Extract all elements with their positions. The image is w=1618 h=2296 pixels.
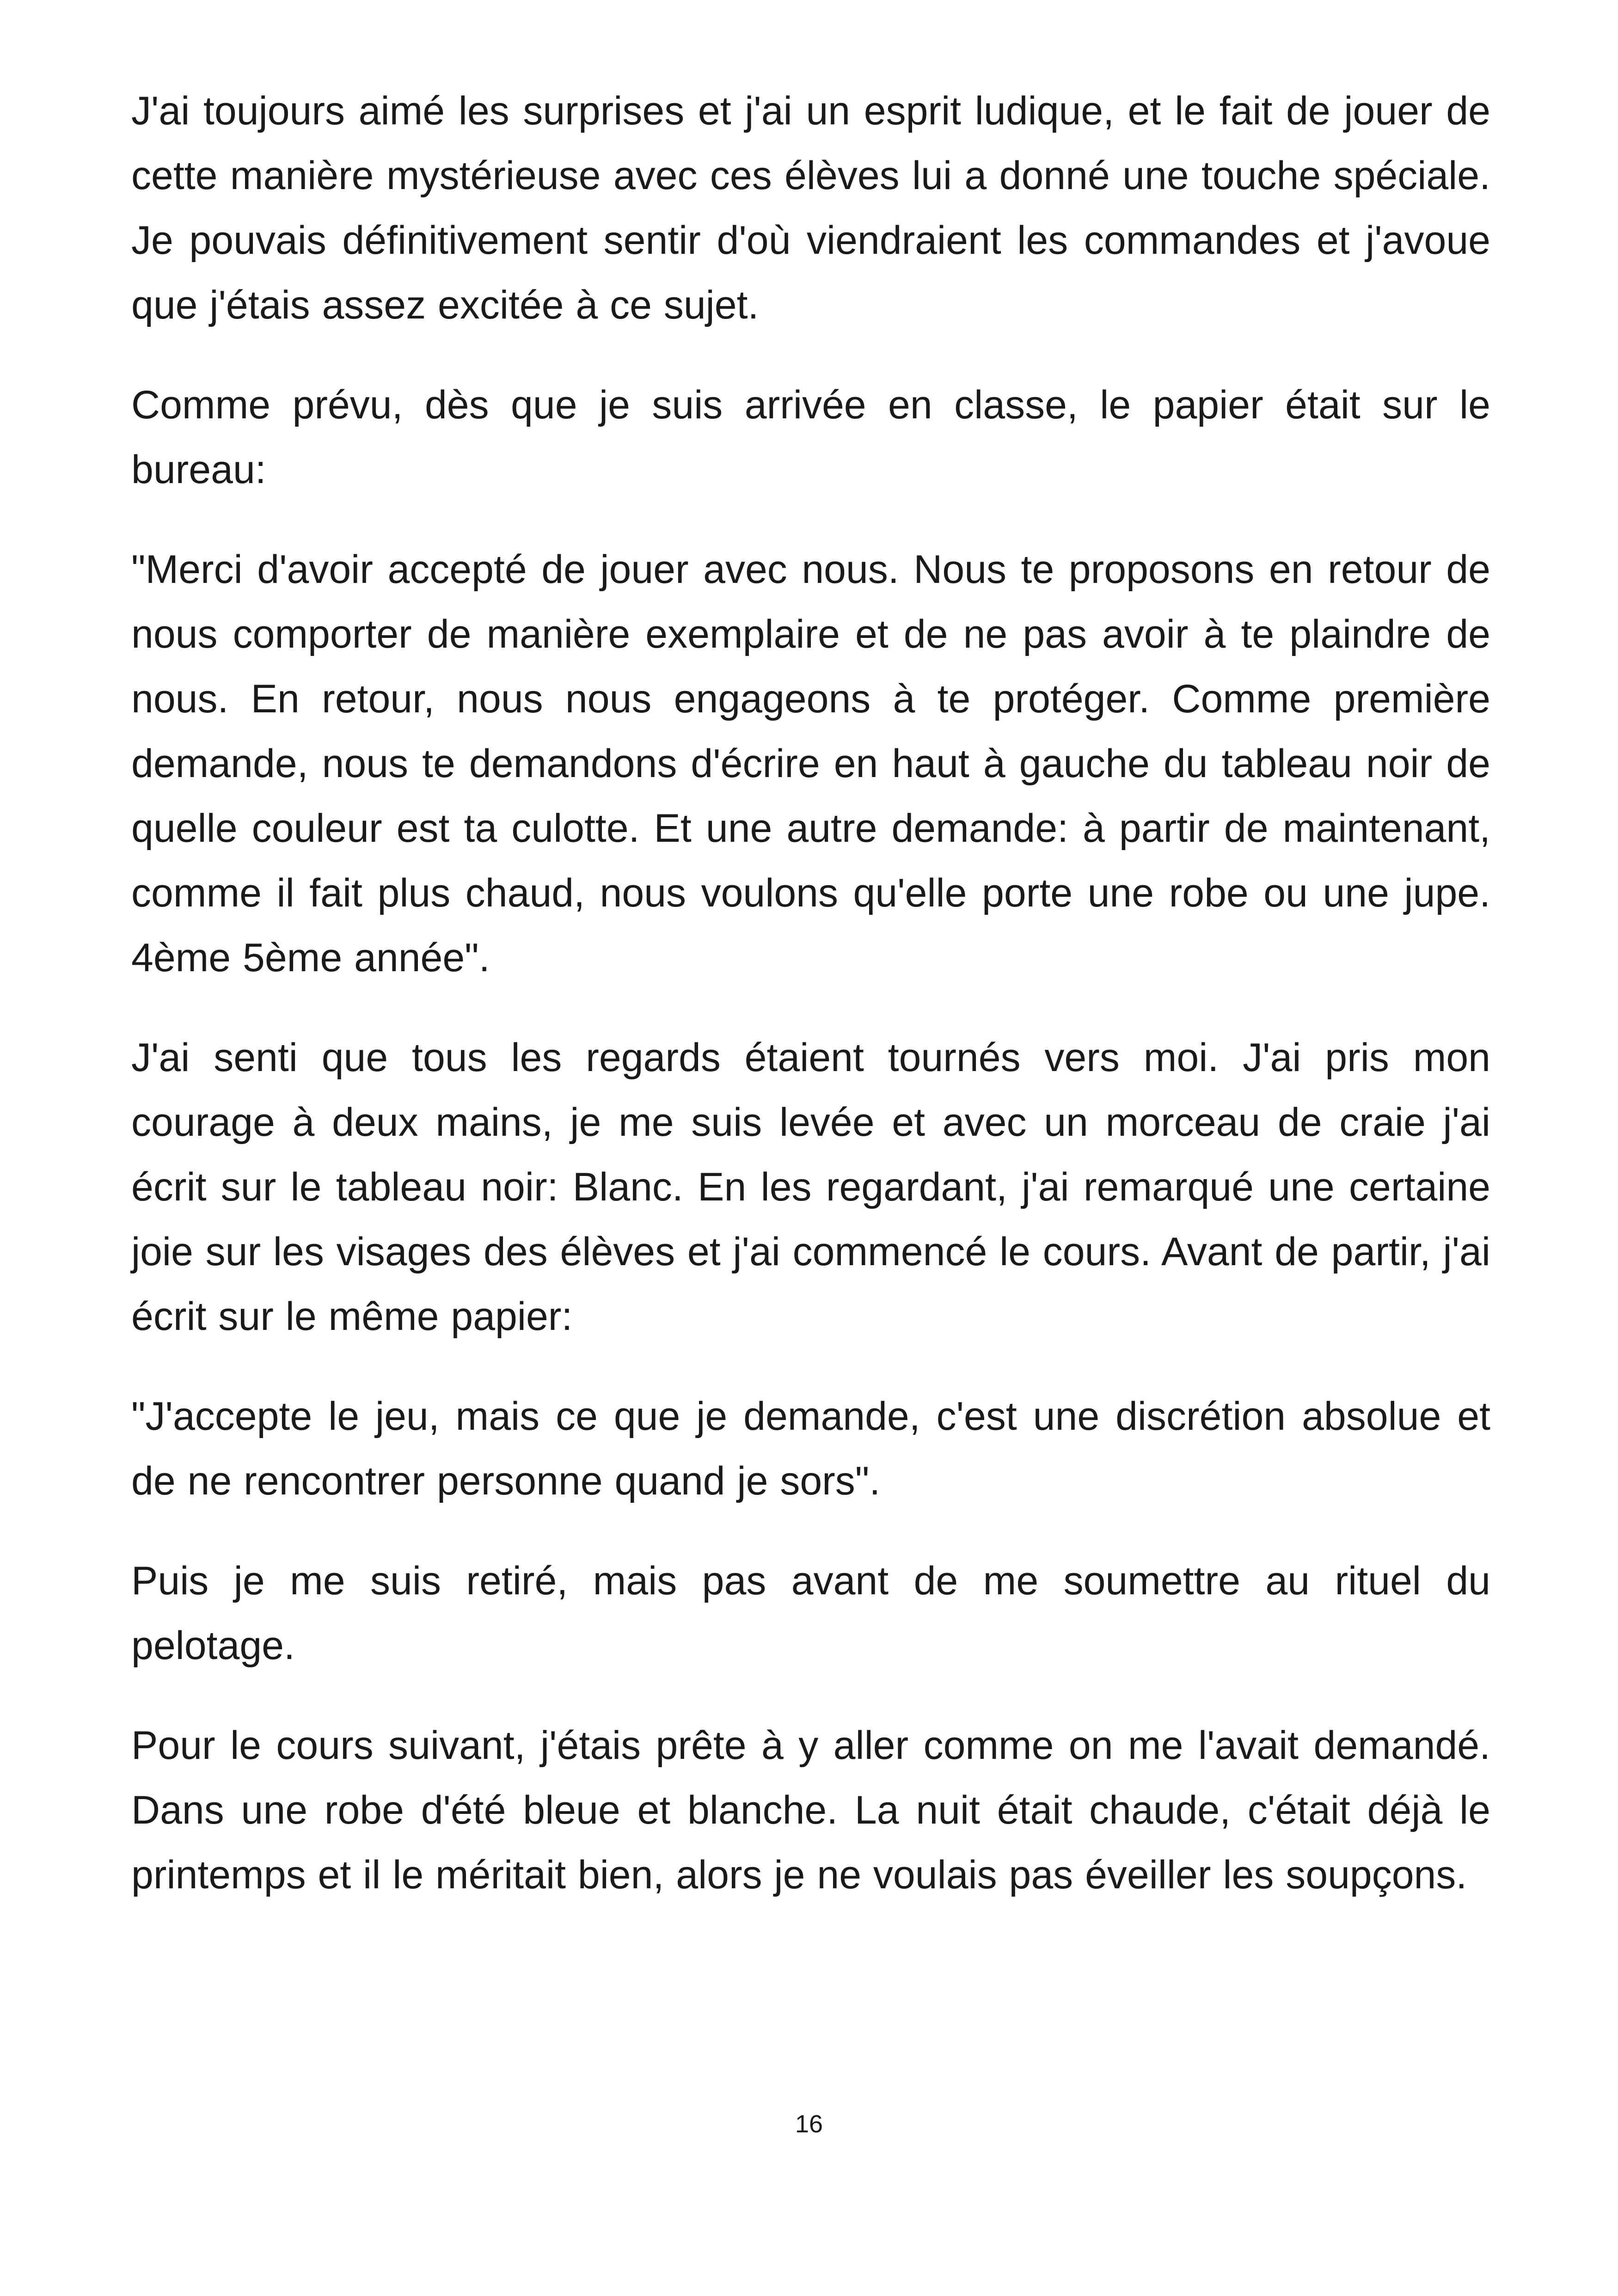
body-text <box>131 79 1490 1942</box>
paragraph-7: Pour le cours suivant, j'étais prête à y aller comme on me l'avait demandé. Dans une robe d'été bleue et blanche. La nuit était chaude, c'était déjà le printemps et il le méritait bien, alors je ne voulais pas éveiller les soupçons. <box>131 1723 1490 1897</box>
paragraph-6: Puis je me suis retiré, mais pas avant de me soumettre au rituel du pelotage. <box>131 1559 1490 1668</box>
paragraph-4: J'ai senti que tous les regards étaient tournés vers moi. J'ai pris mon courage à deux mains, je me suis levée et avec un morceau de craie j'ai écrit sur le tableau noir: Blanc. En les regardant, j'ai remarqué une certaine joie sur les visages des élèves et j'ai commencé le cours. Avant de partir, j'ai écrit sur le même papier: <box>131 1035 1490 1339</box>
paragraph-1: J'ai toujours aimé les surprises et j'ai un esprit ludique, et le fait de jouer de cette manière mystérieuse avec ces élèves lui a donné une touche spéciale. Je pouvais définitivement sentir d'où viendraient les commandes et j'avoue que j'étais assez excitée à ce sujet. <box>131 89 1490 327</box>
paragraph-2: Comme prévu, dès que je suis arrivée en classe, le papier était sur le bureau: <box>131 383 1490 492</box>
paragraph-5: "J'accepte le jeu, mais ce que je demande, c'est une discrétion absolue et de ne rencontrer personne quand je sors". <box>131 1394 1490 1503</box>
page-number: 16 <box>795 2110 823 2138</box>
paragraph-3: "Merci d'avoir accepté de jouer avec nous. Nous te proposons en retour de nous comporter de manière exemplaire et de ne pas avoir à te plaindre de nous. En retour, nous nous engageons à te protéger. Comme première demande, nous te demandons d'écrire en haut à gauche du tableau noir de quelle couleur est ta culotte. Et une autre demande: à partir de maintenant, comme il fait plus chaud, nous voulons qu'elle porte une robe ou une jupe. 4ème 5ème année". <box>131 547 1490 980</box>
